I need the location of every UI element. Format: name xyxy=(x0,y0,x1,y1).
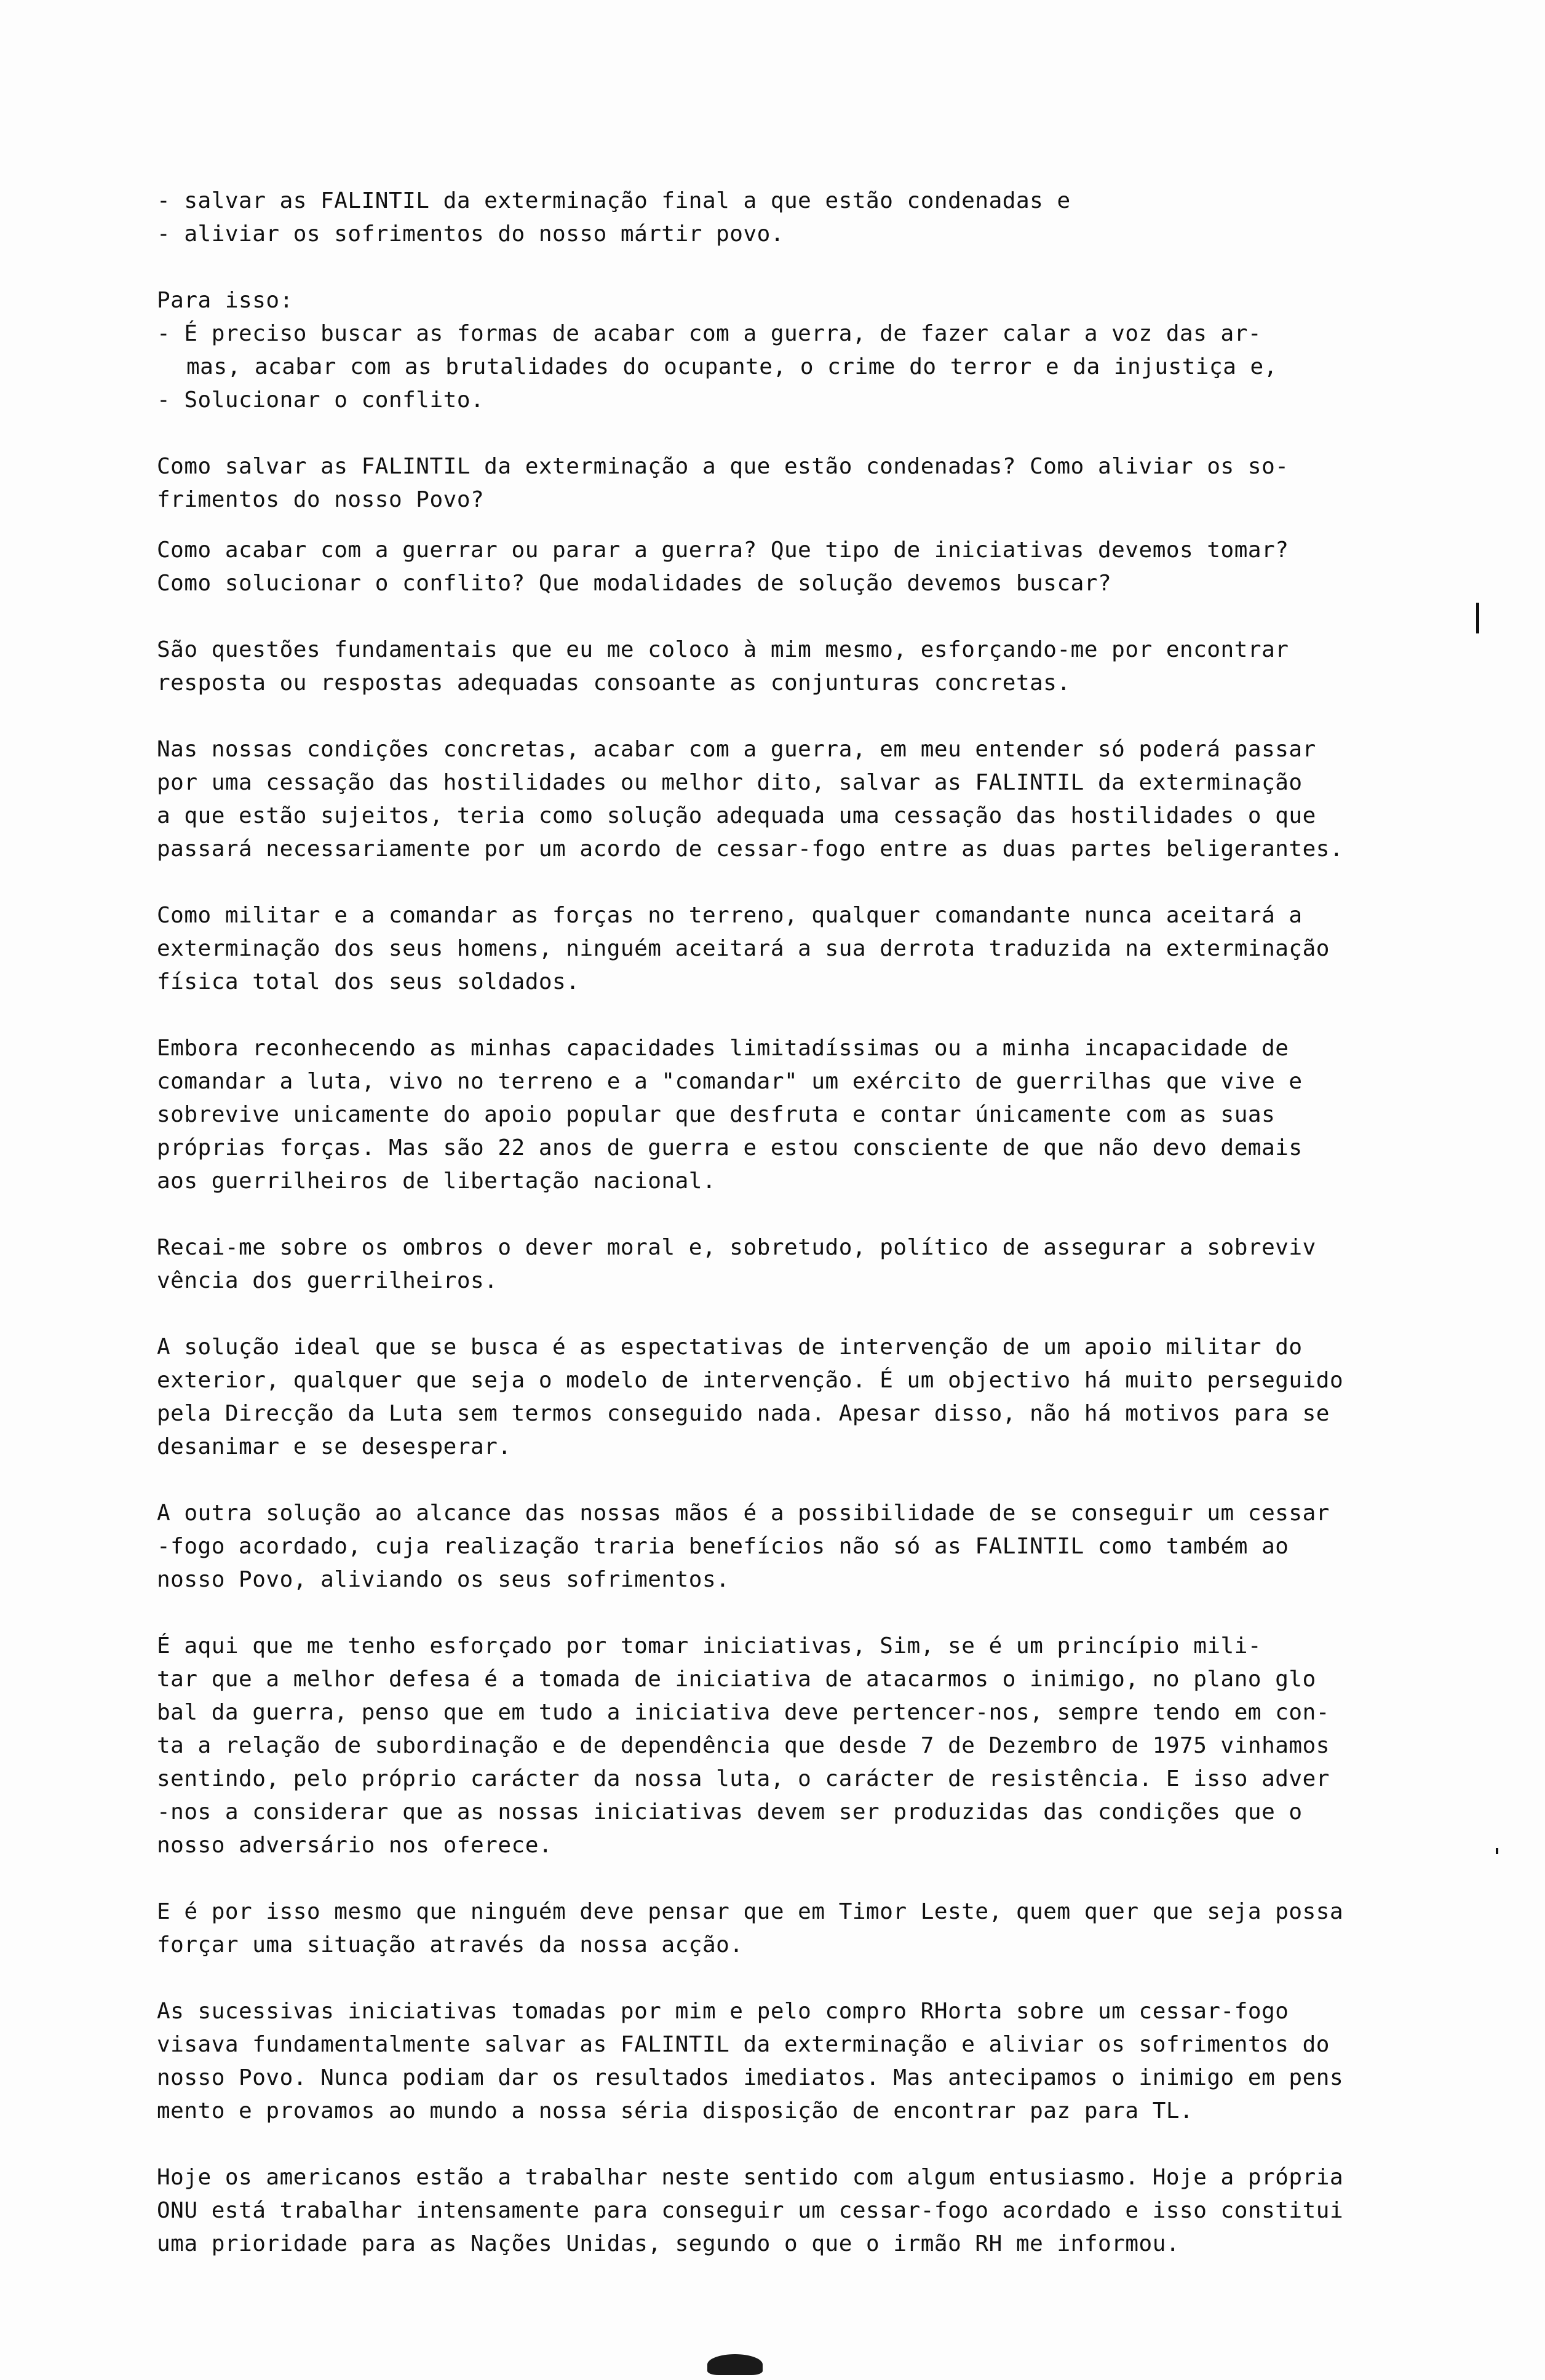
paragraph-line: a que estão sujeitos, teria como solução adequada uma cessação das hostilidades o que xyxy=(157,803,1316,828)
paragraph-line: tar que a melhor defesa é a tomada de iniciativa de atacarmos o inimigo, no plano glo xyxy=(157,1667,1316,1692)
bullet-item-continuation: mas, acabar com as brutalidades do ocupante, o crime do terror e da injustiça e, xyxy=(186,354,1277,379)
paragraph xyxy=(157,1995,1510,2128)
paragraph-line: bal da guerra, penso que em tudo a iniciativa deve pertencer-nos, sempre tendo em con- xyxy=(157,1700,1330,1725)
margin-mark xyxy=(1476,603,1479,633)
paragraph-line: ta a relação de subordinação e de dependência que desde 7 de Dezembro de 1975 vinhamos xyxy=(157,1733,1330,1758)
paragraph-line: Nas nossas condições concretas, acabar com a guerra, em meu entender só poderá passar xyxy=(157,737,1316,762)
paragraph-line: exterior, qualquer que seja o modelo de intervenção. É um objectivo há muito perseguido xyxy=(157,1368,1344,1393)
paragraph xyxy=(157,2161,1510,2261)
paragraph xyxy=(157,899,1510,999)
paragraph-line: física total dos seus soldados. xyxy=(157,969,580,994)
margin-dot-mark xyxy=(1496,1848,1498,1854)
paragraph xyxy=(157,1497,1510,1597)
bullet-item: - É preciso buscar as formas de acabar com a guerra, de fazer calar a voz das ar- xyxy=(157,321,1262,346)
paragraph xyxy=(157,1630,1510,1862)
paragraph xyxy=(157,1032,1510,1198)
paragraph xyxy=(157,1895,1510,1962)
section-heading: Para isso: xyxy=(157,288,293,313)
paragraph-line: É aqui que me tenho esforçado por tomar iniciativas, Sim, se é um princípio mili- xyxy=(157,1633,1262,1659)
paragraph-line: próprias forças. Mas são 22 anos de guerra e estou consciente de que não devo demais xyxy=(157,1135,1303,1160)
paragraph-line: vência dos guerrilheiros. xyxy=(157,1268,498,1293)
paragraph-line: aos guerrilheiros de libertação nacional. xyxy=(157,1168,717,1194)
paragraph-line: passará necessariamente por um acordo de cessar-fogo entre as duas partes beligerantes. xyxy=(157,836,1344,862)
paragraph xyxy=(157,450,1510,517)
paragraph-line: sentindo, pelo próprio carácter da nossa luta, o carácter de resistência. E isso adver xyxy=(157,1766,1330,1791)
paragraph xyxy=(157,733,1510,866)
paragraph-line: A solução ideal que se busca é as espectativas de intervenção de um apoio militar do xyxy=(157,1335,1303,1360)
paragraph-line: As sucessivas iniciativas tomadas por mim e pelo compro RHorta sobre um cessar-fogo xyxy=(157,1999,1289,2024)
document-body xyxy=(157,184,1510,2261)
paragraph-line: desanimar e se desesperar. xyxy=(157,1434,512,1459)
paragraph-line: -nos a considerar que as nossas iniciativas devem ser produzidas das condições que o xyxy=(157,1799,1303,1825)
paragraph-line: Como militar e a comandar as forças no terreno, qualquer comandante nunca aceitará a xyxy=(157,903,1303,928)
bullet-item: - salvar as FALINTIL da exterminação final a que estão condenadas e xyxy=(157,188,1071,213)
bullet-item: - Solucionar o conflito. xyxy=(157,387,485,413)
paragraph-line: ONU está trabalhar intensamente para conseguir um cessar-fogo acordado e isso constitui xyxy=(157,2198,1344,2223)
bullet-item: - aliviar os sofrimentos do nosso mártir povo. xyxy=(157,221,784,247)
paragraph-line: Como solucionar o conflito? Que modalidades de solução devemos buscar? xyxy=(157,571,1112,596)
paragraph-line: frimentos do nosso Povo? xyxy=(157,487,485,512)
paragraph-line: forçar uma situação através da nossa acção. xyxy=(157,1932,744,1958)
paragraph-line: comandar a luta, vivo no terreno e a "comandar" um exército de guerrilhas que vive e xyxy=(157,1069,1303,1094)
paragraph-line: visava fundamentalmente salvar as FALINTIL da exterminação e aliviar os sofrimentos do xyxy=(157,2032,1330,2057)
paragraph-line: resposta ou respostas adequadas consoante as conjunturas concretas. xyxy=(157,670,1071,696)
paragraph-line: Como acabar com a guerrar ou parar a guerra? Que tipo de iniciativas devemos tomar? xyxy=(157,537,1289,563)
section-para-isso xyxy=(157,284,1510,417)
paragraph xyxy=(157,1331,1510,1464)
paragraph-line: nosso adversário nos oferece. xyxy=(157,1833,553,1858)
paragraph-line: Hoje os americanos estão a trabalhar neste sentido com algum entusiasmo. Hoje a própria xyxy=(157,2165,1344,2190)
ink-blot xyxy=(707,2354,763,2375)
paragraph xyxy=(157,534,1510,600)
paragraph-line: nosso Povo. Nunca podiam dar os resultados imediatos. Mas antecipamos o inimigo em pens xyxy=(157,2065,1344,2090)
paragraph-line: A outra solução ao alcance das nossas mãos é a possibilidade de se conseguir um cessar xyxy=(157,1501,1330,1526)
paragraph-line: E é por isso mesmo que ninguém deve pensar que em Timor Leste, quem quer que seja possa xyxy=(157,1899,1344,1924)
paragraph xyxy=(157,1231,1510,1298)
paragraph-line: Recai-me sobre os ombros o dever moral e, sobretudo, político de assegurar a sobreviv xyxy=(157,1235,1316,1260)
paragraph-line: -fogo acordado, cuja realização traria benefícios não só as FALINTIL como também ao xyxy=(157,1534,1289,1559)
paragraph-line: nosso Povo, aliviando os seus sofrimentos. xyxy=(157,1567,730,1592)
paragraph-line: São questões fundamentais que eu me coloco à mim mesmo, esforçando-me por encontrar xyxy=(157,637,1289,662)
paragraph-line: Embora reconhecendo as minhas capacidades limitadíssimas ou a minha incapacidade de xyxy=(157,1036,1289,1061)
paragraph-line: mento e provamos ao mundo a nossa séria disposição de encontrar paz para TL. xyxy=(157,2098,1194,2124)
paragraph xyxy=(157,633,1510,700)
paragraph-line: pela Direcção da Luta sem termos conseguido nada. Apesar disso, não há motivos para se xyxy=(157,1401,1330,1426)
paragraph-line: sobrevive unicamente do apoio popular que desfruta e contar únicamente com as suas xyxy=(157,1102,1276,1127)
paragraph-line: uma prioridade para as Nações Unidas, segundo o que o irmão RH me informou. xyxy=(157,2231,1180,2256)
paragraph-line: exterminação dos seus homens, ninguém aceitará a sua derrota traduzida na exterminação xyxy=(157,936,1330,961)
paragraph-line: por uma cessação das hostilidades ou melhor dito, salvar as FALINTIL da exterminação xyxy=(157,770,1303,795)
paragraph-line: Como salvar as FALINTIL da exterminação a que estão condenadas? Como aliviar os so- xyxy=(157,454,1289,479)
intro-bullet-list xyxy=(157,184,1510,251)
